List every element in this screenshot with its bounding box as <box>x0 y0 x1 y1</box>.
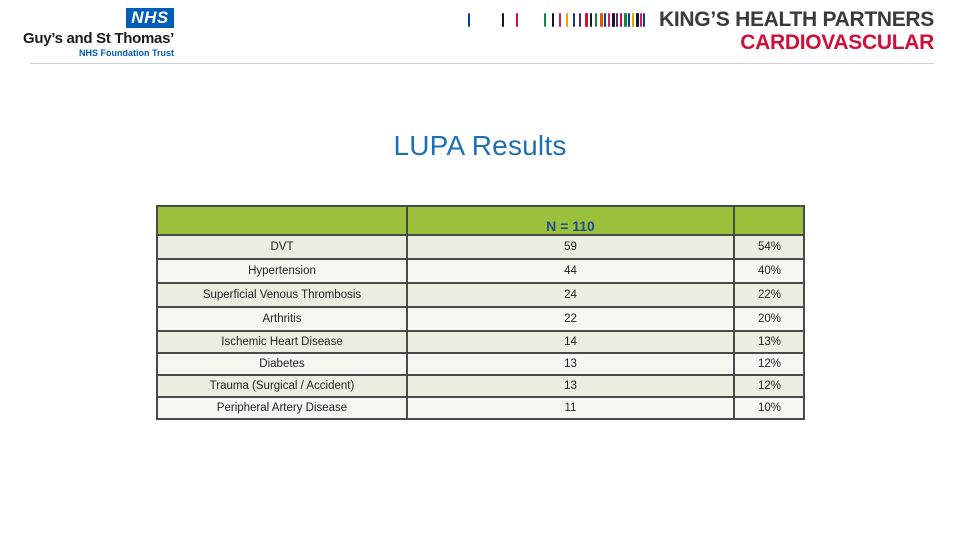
logo-bar <box>624 13 627 27</box>
condition-cell: Trauma (Surgical / Accident) <box>157 375 407 397</box>
header-pct-cell <box>734 206 804 235</box>
percent-cell: 10% <box>734 397 804 419</box>
table-row <box>157 259 804 283</box>
partner-logo-subtitle: CARDIOVASCULAR <box>740 31 934 54</box>
logo-bar <box>620 13 622 27</box>
partner-logo-title: KING’S HEALTH PARTNERS <box>659 8 934 31</box>
page-title: LUPA Results <box>393 130 567 161</box>
logo-bar <box>559 13 561 27</box>
logo-bar <box>590 13 592 27</box>
logo-bar <box>612 13 615 27</box>
count-cell: 59 <box>407 235 734 259</box>
trust-name: Guy’s and St Thomas’ <box>23 30 174 47</box>
table-row <box>157 397 804 419</box>
count-cell: 22 <box>407 307 734 331</box>
slide-header <box>0 0 960 64</box>
table-row <box>157 283 804 307</box>
logo-bar <box>585 13 588 27</box>
count-cell: 11 <box>407 397 734 419</box>
logo-bar <box>616 13 618 27</box>
logo-bar <box>643 13 645 27</box>
condition-cell: Superficial Venous Thrombosis <box>157 283 407 307</box>
percent-cell: 13% <box>734 331 804 353</box>
condition-cell: Ischemic Heart Disease <box>157 331 407 353</box>
table-row <box>157 375 804 397</box>
logo-bar <box>552 13 554 27</box>
logo-bar <box>604 13 606 27</box>
logo-bar <box>468 13 470 27</box>
percent-cell: 40% <box>734 259 804 283</box>
trust-subtitle: NHS Foundation Trust <box>79 48 174 58</box>
partner-logo-bars <box>466 10 646 30</box>
logo-bar <box>636 13 639 27</box>
logo-bar <box>579 13 581 27</box>
condition-cell: Peripheral Artery Disease <box>157 397 407 419</box>
header-label-cell <box>157 206 407 235</box>
logo-bar <box>632 13 634 27</box>
table-row <box>157 307 804 331</box>
condition-cell: Arthritis <box>157 307 407 331</box>
logo-bar <box>544 13 546 27</box>
table-row <box>157 235 804 259</box>
percent-cell: 54% <box>734 235 804 259</box>
table-row <box>157 331 804 353</box>
results-table <box>156 205 805 420</box>
percent-cell: 22% <box>734 283 804 307</box>
count-cell: 24 <box>407 283 734 307</box>
logo-bar <box>502 13 504 27</box>
logo-bar <box>573 13 575 27</box>
logo-bar <box>566 13 568 27</box>
header-count-cell: N = 110 <box>407 206 734 235</box>
condition-cell: DVT <box>157 235 407 259</box>
header-divider <box>30 63 934 64</box>
logo-bar <box>516 13 518 27</box>
logo-bar <box>628 13 630 27</box>
count-cell: 44 <box>407 259 734 283</box>
count-cell: 13 <box>407 375 734 397</box>
logo-bar <box>600 13 603 27</box>
percent-cell: 20% <box>734 307 804 331</box>
percent-cell: 12% <box>734 353 804 375</box>
logo-bar <box>640 13 642 27</box>
nhs-trust-logo <box>23 8 180 60</box>
table-row <box>157 353 804 375</box>
count-cell: 13 <box>407 353 734 375</box>
logo-bar <box>608 13 610 27</box>
nhs-badge: NHS <box>126 8 174 28</box>
condition-cell: Diabetes <box>157 353 407 375</box>
table-header-row <box>157 206 804 235</box>
percent-cell: 12% <box>734 375 804 397</box>
logo-bar <box>595 13 597 27</box>
condition-cell: Hypertension <box>157 259 407 283</box>
count-cell: 14 <box>407 331 734 353</box>
